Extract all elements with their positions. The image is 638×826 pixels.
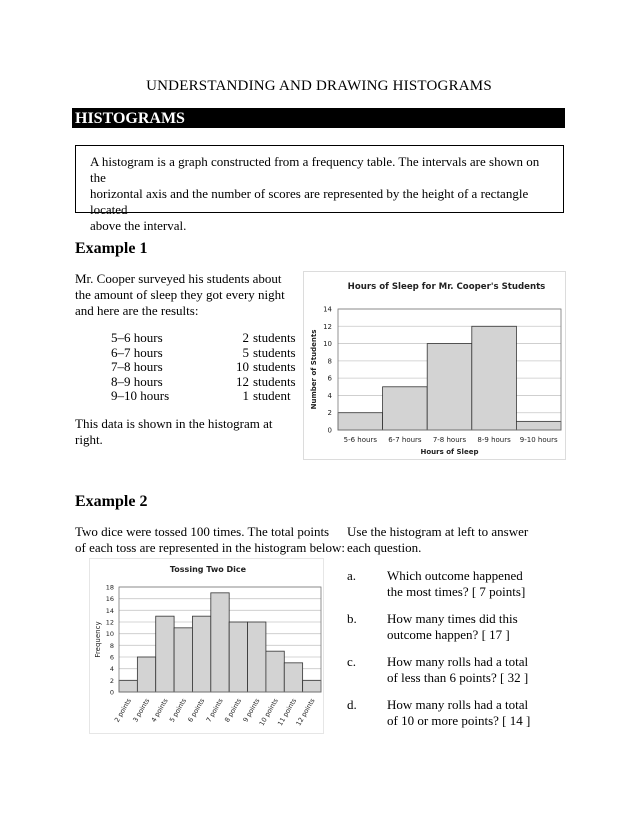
question-line: of less than 6 points? [ 32 ]	[387, 670, 529, 685]
example2-instructions	[347, 524, 528, 556]
y-tick-label: 8	[109, 641, 114, 650]
count: 5	[242, 344, 249, 360]
histogram-bar	[338, 413, 383, 430]
question-letter: c.	[347, 654, 357, 669]
unit: student	[253, 388, 291, 403]
unit: students	[253, 344, 296, 360]
histogram-bar	[192, 616, 210, 692]
x-category-label: 3 points	[131, 697, 152, 724]
chart-title: Tossing Two Dice	[169, 565, 247, 574]
count: 10	[236, 359, 249, 374]
unit: students	[253, 359, 296, 374]
y-tick-label: 18	[105, 583, 114, 592]
y-tick-label: 14	[323, 305, 332, 314]
x-category-label: 8 points	[223, 697, 244, 724]
histogram-bar	[229, 622, 247, 692]
histogram-bar	[156, 616, 174, 692]
section-heading: HISTOGRAMS	[72, 108, 565, 128]
count: 1	[242, 388, 249, 403]
question-line: outcome happen? [ 17 ]	[387, 627, 510, 642]
definition-line: A histogram is a graph constructed from a frequency table. The intervals are shown on the	[90, 154, 540, 185]
histogram-bar	[427, 344, 472, 430]
y-tick-label: 14	[105, 606, 114, 615]
x-category-label: 7 points	[204, 697, 225, 724]
y-tick-label: 2	[109, 676, 114, 685]
interval: 5–6 hours	[111, 330, 163, 345]
interval: 9–10 hours	[111, 388, 170, 403]
instructions-line: Use the histogram at left to answer	[347, 524, 529, 539]
interval: 8–9 hours	[111, 373, 163, 389]
intro-line: Two dice were tossed 100 times. The total points	[75, 524, 330, 539]
histogram-bar	[211, 593, 229, 692]
histogram-bar	[516, 421, 561, 430]
example1-outro	[75, 416, 273, 448]
histogram-bar	[284, 663, 302, 692]
y-tick-label: 2	[327, 409, 332, 418]
y-tick-label: 10	[323, 340, 332, 349]
y-tick-label: 0	[327, 426, 332, 435]
question-line: How many rolls had a total	[387, 654, 529, 669]
question-text	[387, 611, 557, 643]
histogram-bar	[119, 680, 137, 692]
question-line: How many rolls had a total	[387, 697, 529, 712]
question-letter: d.	[347, 697, 357, 712]
histogram-bar	[174, 628, 192, 692]
histogram-bar	[383, 387, 428, 430]
example1-intro	[75, 271, 285, 319]
x-category-label: 8-9 hours	[477, 436, 511, 444]
unit: students	[253, 330, 296, 345]
unit: students	[253, 373, 296, 389]
question-letter: b.	[347, 611, 357, 626]
page-title: UNDERSTANDING AND DRAWING HISTOGRAMS	[146, 78, 492, 94]
y-tick-label: 6	[327, 374, 332, 383]
histogram-bar	[266, 651, 284, 692]
outro-line: right.	[75, 432, 103, 447]
x-category-label: 11 points	[276, 697, 299, 728]
sleep-chart-frame	[303, 271, 566, 460]
results-row	[111, 346, 296, 361]
question-line: the most times? [ 7 points]	[387, 584, 526, 599]
chart-title: Hours of Sleep for Mr. Cooper's Students	[347, 282, 546, 292]
x-category-label: 6 points	[186, 697, 207, 724]
question-letter: a.	[347, 568, 357, 583]
example2-intro	[75, 524, 345, 556]
intro-line: of each toss are represented in the histogram below:	[75, 540, 346, 555]
x-category-label: 9 points	[241, 697, 262, 724]
dice-histogram	[90, 559, 323, 733]
intro-line: the amount of sleep they got every night	[75, 287, 285, 302]
y-tick-label: 4	[109, 665, 114, 674]
instructions-line: each question.	[347, 540, 422, 555]
y-axis-label: Number of Students	[310, 329, 318, 410]
question-text	[387, 568, 557, 600]
definition-line: above the interval.	[90, 218, 187, 233]
intro-line: and here are the results:	[75, 303, 199, 318]
x-category-label: 4 points	[149, 697, 170, 724]
count: 2	[242, 330, 249, 345]
count: 12	[236, 373, 249, 389]
y-axis-label: Frequency	[94, 621, 102, 658]
results-row	[111, 331, 296, 346]
question-line: of 10 or more points? [ 14 ]	[387, 713, 531, 728]
results-table	[111, 331, 296, 404]
question-text	[387, 654, 557, 686]
y-tick-label: 8	[327, 357, 332, 366]
results-row	[111, 375, 296, 390]
definition-box	[75, 145, 564, 233]
y-tick-label: 6	[109, 653, 114, 662]
y-tick-label: 12	[323, 322, 332, 331]
interval: 7–8 hours	[111, 359, 163, 374]
interval: 6–7 hours	[111, 344, 163, 360]
x-category-label: 10 points	[257, 697, 280, 728]
y-tick-label: 16	[105, 595, 114, 604]
y-tick-label: 12	[105, 618, 114, 627]
x-category-label: 9-10 hours	[519, 436, 558, 444]
dice-chart-frame	[89, 558, 324, 734]
example1-heading: Example 1	[75, 240, 148, 257]
outro-line: This data is shown in the histogram at	[75, 416, 273, 431]
results-row	[111, 360, 296, 375]
example2-heading: Example 2	[75, 493, 148, 510]
question-line: How many times did this	[387, 611, 518, 626]
x-category-label: 2 points	[112, 697, 133, 724]
x-axis-label: Hours of Sleep	[420, 448, 479, 456]
x-category-label: 7-8 hours	[432, 436, 467, 444]
results-row	[111, 389, 296, 404]
histogram-bar	[137, 657, 155, 692]
x-category-label: 12 points	[294, 697, 317, 728]
y-tick-label: 4	[327, 391, 332, 400]
x-category-label: 6-7 hours	[388, 436, 422, 444]
y-tick-label: 10	[105, 630, 114, 639]
definition-line: horizontal axis and the number of scores are represented by the height of a rectangle located	[90, 186, 529, 217]
sleep-histogram	[304, 272, 565, 459]
question-line: Which outcome happened	[387, 568, 523, 583]
x-category-label: 5-6 hours	[343, 436, 377, 444]
question-text	[387, 697, 557, 729]
x-category-label: 5 points	[167, 697, 189, 724]
y-tick-label: 0	[109, 688, 114, 697]
histogram-bar	[248, 622, 266, 692]
histogram-bar	[472, 326, 517, 430]
histogram-bar	[303, 680, 321, 692]
intro-line: Mr. Cooper surveyed his students about	[75, 271, 282, 286]
